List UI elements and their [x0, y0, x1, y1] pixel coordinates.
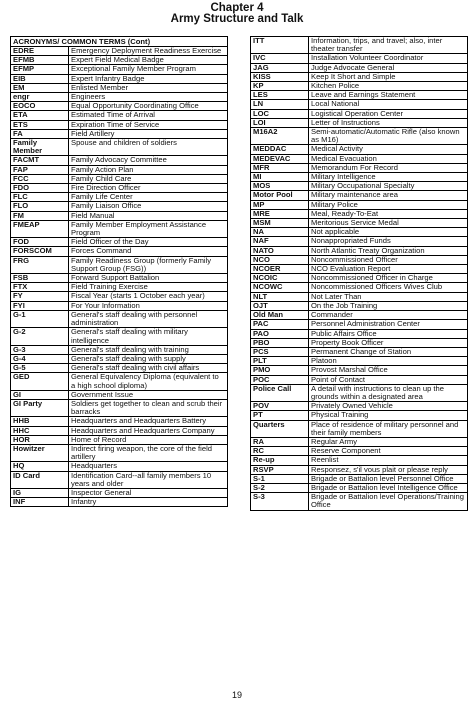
definition-cell: Physical Training: [311, 410, 369, 420]
definition-cell: Field Manual: [71, 210, 115, 220]
definition-cell: Brigade or Battalion level Operations/Training Office: [311, 492, 464, 510]
table-row: [11, 257, 227, 274]
table-row: [251, 421, 467, 438]
term-cell: PBO: [251, 339, 309, 347]
table-row: [11, 84, 227, 93]
term-cell: EOCO: [11, 102, 69, 110]
term-cell: INF: [11, 498, 69, 506]
definition-cell: Family Life Center: [71, 192, 133, 202]
definition-cell: Field Training Exercise: [71, 282, 148, 292]
term-cell: NCOIC: [251, 274, 309, 282]
term-cell: Quarters: [251, 421, 309, 437]
term-cell: FDO: [11, 184, 69, 192]
definition-cell: Information, trips, and travel; also, inter theater transfer: [311, 36, 443, 54]
definition-cell: A detail with instructions to clean up the grounds within a designated area: [311, 383, 444, 401]
term-cell: S-2: [251, 484, 309, 492]
definition-cell: Privately Owned Vehicle: [311, 401, 393, 411]
definition-cell: Logistical Operation Center: [311, 108, 404, 118]
left-rows: [11, 47, 227, 506]
term-cell: G-1: [11, 311, 69, 327]
definition-cell: Infantry: [71, 497, 97, 507]
definition-cell: Family Readiness Group (formerly Family Support Group (FSG)): [71, 255, 212, 273]
term-cell: MSM: [251, 219, 309, 227]
term-cell: Motor Pool: [251, 191, 309, 199]
term-cell: S-3: [251, 493, 309, 509]
term-cell: NLT: [251, 293, 309, 301]
table-row: [11, 121, 227, 130]
definition-cell: General Equivalency Diploma (equivalent to a high school diploma): [71, 372, 219, 390]
definition-cell: Public Affairs Office: [311, 328, 377, 338]
acronyms-table-left: [10, 36, 228, 507]
term-cell: RA: [251, 438, 309, 446]
term-cell: GI: [11, 391, 69, 399]
definition-cell: Emergency Deployment Readiness Exercise: [71, 46, 222, 55]
term-cell: MEDEVAC: [251, 155, 309, 163]
term-cell: EFMP: [11, 65, 69, 73]
definition-cell: Reenlist: [311, 455, 339, 465]
definition-cell: Installation Volunteer Coordinator: [311, 53, 424, 63]
term-cell: Police Call: [251, 385, 309, 401]
definition-cell: Letter of Instructions: [311, 117, 380, 127]
term-cell: POV: [251, 402, 309, 410]
definition-cell: Field Artillery: [71, 128, 115, 138]
term-cell: Re-up: [251, 456, 309, 464]
term-cell: KP: [251, 82, 309, 90]
definition-cell: Family Liaison Office: [71, 201, 142, 211]
definition-cell: Point of Contact: [311, 374, 366, 384]
definition-cell: Equal Opportunity Coordinating Office: [71, 101, 199, 111]
term-cell: RC: [251, 447, 309, 455]
term-cell: FORSCOM: [11, 247, 69, 255]
term-cell: G-4: [11, 355, 69, 363]
definition-cell: For Your Information: [71, 300, 140, 310]
term-cell: MEDDAC: [251, 145, 309, 153]
term-cell: FLC: [11, 193, 69, 201]
term-cell: PAC: [251, 320, 309, 328]
definition-cell: Fiscal Year (starts 1 October each year): [71, 291, 205, 301]
table-row: [11, 489, 227, 498]
term-cell: MFR: [251, 164, 309, 172]
table-row: [11, 139, 227, 156]
definition-cell: General's staff dealing with military intelligence: [71, 327, 188, 345]
term-cell: EDRE: [11, 47, 69, 55]
definition-cell: Military maintenance area: [311, 190, 398, 200]
term-cell: HHC: [11, 427, 69, 435]
definition-cell: Military Police: [311, 199, 358, 209]
term-cell: NCO: [251, 256, 309, 264]
term-cell: FSB: [11, 274, 69, 282]
definition-cell: Meal, Ready-To-Eat: [311, 208, 379, 218]
right-rows: [251, 37, 467, 510]
term-cell: Family Member: [11, 139, 69, 155]
term-cell: MRE: [251, 210, 309, 218]
term-cell: EIB: [11, 75, 69, 83]
term-cell: FRG: [11, 257, 69, 273]
term-cell: Howitzer: [11, 445, 69, 461]
table-row: [251, 91, 467, 100]
definition-cell: North Atlantic Treaty Organization: [311, 245, 425, 255]
table-row: [251, 493, 467, 509]
term-cell: FACMT: [11, 156, 69, 164]
definition-cell: General's staff dealing with training: [71, 344, 189, 354]
definition-cell: Responsez, s'il vous plait or please reply: [311, 464, 448, 474]
definition-cell: Forward Support Battalion: [71, 273, 160, 283]
term-cell: ID Card: [11, 472, 69, 488]
term-cell: RSVP: [251, 466, 309, 474]
definition-cell: Local National: [311, 99, 360, 109]
definition-cell: General's staff dealing with personnel administration: [71, 309, 198, 328]
definition-cell: Engineers: [71, 92, 106, 102]
definition-cell: Inspector General: [71, 487, 132, 497]
term-cell: FY: [11, 292, 69, 300]
definition-cell: Military Intelligence: [311, 172, 376, 182]
term-cell: PLT: [251, 357, 309, 365]
table-row: [251, 128, 467, 145]
table-row: [251, 348, 467, 357]
definition-cell: Brigade or Battalion level Intelligence Office: [311, 482, 458, 492]
definition-cell: Medical Activity: [311, 144, 363, 154]
term-cell: POC: [251, 376, 309, 384]
term-cell: FTX: [11, 283, 69, 291]
definition-cell: General's staff dealing with supply: [71, 353, 186, 363]
table-row: [251, 73, 467, 82]
term-cell: FMEAP: [11, 221, 69, 237]
definition-cell: Headquarters and Headquarters Battery: [71, 416, 207, 426]
term-cell: GED: [11, 373, 69, 389]
definition-cell: Military Occupational Specialty: [311, 181, 415, 191]
term-cell: PT: [251, 411, 309, 419]
definition-cell: Judge Advocate General: [311, 62, 395, 72]
term-cell: FM: [11, 212, 69, 220]
definition-cell: Headquarters: [71, 461, 118, 471]
definition-cell: NCO Evaluation Report: [311, 264, 391, 274]
table-row: [251, 219, 467, 228]
term-cell: MP: [251, 201, 309, 209]
term-cell: S-1: [251, 475, 309, 483]
term-cell: NCOWC: [251, 283, 309, 291]
definition-cell: Estimated Time of Arrival: [71, 110, 155, 120]
term-cell: HHB: [11, 417, 69, 425]
definition-cell: Soldiers get together to clean and scrub their barracks: [71, 398, 223, 417]
table-row: [11, 311, 227, 328]
chapter-heading: Chapter 4: [210, 2, 264, 14]
table-row: [251, 302, 467, 311]
definition-cell: Regular Army: [311, 436, 357, 446]
term-cell: PMO: [251, 366, 309, 374]
term-cell: engr: [11, 93, 69, 101]
definition-cell: Forces Command: [71, 246, 132, 256]
definition-cell: Commander: [311, 310, 353, 320]
definition-cell: Family Member Employment Assistance Program: [71, 219, 207, 238]
term-cell: FAP: [11, 166, 69, 174]
page-number: 19: [231, 690, 242, 700]
term-cell: M16A2: [251, 128, 309, 144]
definition-cell: Medical Evacuation: [311, 153, 377, 163]
term-cell: NAF: [251, 237, 309, 245]
definition-cell: Not applicable: [311, 227, 360, 237]
table-row: [251, 191, 467, 200]
definition-cell: Personnel Administration Center: [311, 319, 420, 329]
term-cell: PCS: [251, 348, 309, 356]
table-row: [11, 400, 227, 417]
term-cell: ETA: [11, 111, 69, 119]
definition-cell: Permanent Change of Station: [311, 346, 412, 356]
table-header: ACRONYMS/ COMMON TERMS (Cont): [11, 37, 227, 47]
table-row: [11, 221, 227, 238]
term-cell: HQ: [11, 462, 69, 470]
term-cell: G-2: [11, 328, 69, 344]
term-cell: ITT: [251, 37, 309, 53]
definition-cell: Family Action Plan: [71, 164, 134, 174]
definition-cell: Meritorious Service Medal: [311, 218, 399, 228]
definition-cell: Provost Marshal Office: [311, 365, 388, 375]
definition-cell: Place of residence of military personnel and their family members: [311, 419, 459, 437]
term-cell: G-3: [11, 346, 69, 354]
term-cell: NA: [251, 228, 309, 236]
term-cell: EFMB: [11, 56, 69, 64]
definition-cell: Family Child Care: [71, 173, 132, 183]
term-cell: FOD: [11, 238, 69, 246]
definition-cell: Headquarters and Headquarters Company: [71, 425, 215, 435]
definition-cell: Spouse and children of soldiers: [71, 138, 177, 148]
term-cell: MOS: [251, 182, 309, 190]
definition-cell: General's staff dealing with civil affairs: [71, 363, 200, 373]
table-row: [11, 445, 227, 462]
term-cell: OJT: [251, 302, 309, 310]
table-row: [251, 447, 467, 456]
term-cell: IVC: [251, 54, 309, 62]
definition-cell: Property Book Officer: [311, 337, 384, 347]
table-row: [251, 37, 467, 54]
definition-cell: Nonappropriated Funds: [311, 236, 391, 246]
definition-cell: Not Later Than: [311, 291, 362, 301]
definition-cell: Fire Direction Officer: [71, 183, 141, 193]
definition-cell: Field Officer of the Day: [71, 237, 149, 247]
definition-cell: Noncommissioned Officer in Charge: [311, 273, 433, 283]
term-cell: LN: [251, 100, 309, 108]
table-row: [251, 385, 467, 402]
definition-cell: Leave and Earnings Statement: [311, 90, 416, 100]
term-cell: IG: [11, 489, 69, 497]
definition-cell: Indirect firing weapon, the core of the field artillery: [71, 443, 212, 462]
definition-cell: Expert Infantry Badge: [71, 73, 145, 83]
term-cell: NATO: [251, 247, 309, 255]
table-row: [11, 202, 227, 211]
definition-cell: Expert Field Medical Badge: [71, 55, 164, 65]
definition-cell: Keep It Short and Simple: [311, 71, 396, 81]
definition-cell: Expiration Time of Service: [71, 119, 160, 129]
term-cell: FA: [11, 130, 69, 138]
definition-cell: Family Advocacy Committee: [71, 155, 167, 165]
term-cell: NCOER: [251, 265, 309, 273]
term-cell: FYI: [11, 302, 69, 310]
term-cell: ETS: [11, 121, 69, 129]
term-cell: JAG: [251, 64, 309, 72]
term-cell: FLO: [11, 202, 69, 210]
term-cell: LOC: [251, 110, 309, 118]
definition-cell: Government Issue: [71, 389, 134, 399]
definition-cell: Enlisted Member: [71, 82, 128, 92]
term-cell: PAO: [251, 330, 309, 338]
definition-cell: Platoon: [311, 356, 337, 366]
definition-cell: Noncommissioned Officer: [311, 254, 398, 264]
table-row: [11, 328, 227, 345]
term-cell: GI Party: [11, 400, 69, 416]
definition-cell: Identification Card--all family members 10 years and older: [71, 470, 212, 488]
term-cell: Old Man: [251, 311, 309, 319]
definition-cell: Exceptional Family Member Program: [71, 64, 196, 74]
term-cell: LOI: [251, 119, 309, 127]
page-title: Army Structure and Talk: [170, 13, 304, 25]
definition-cell: Semi-automatic/Automatic Rifle (also known as M16): [311, 127, 460, 145]
term-cell: EM: [11, 84, 69, 92]
acronyms-table-right: [250, 36, 468, 511]
table-row: [11, 472, 227, 489]
definition-cell: Noncommissioned Officers Wives Club: [311, 282, 443, 292]
term-cell: HOR: [11, 436, 69, 444]
term-cell: LES: [251, 91, 309, 99]
term-cell: KISS: [251, 73, 309, 81]
table-row: [11, 373, 227, 390]
definition-cell: Home of Record: [71, 434, 127, 444]
definition-cell: Brigade or Battalion level Personnel Office: [311, 473, 454, 483]
definition-cell: On the Job Training: [311, 300, 378, 310]
definition-cell: Kitchen Police: [311, 81, 360, 91]
term-cell: G-5: [11, 364, 69, 372]
term-cell: MI: [251, 173, 309, 181]
definition-cell: Memorandum For Record: [311, 162, 398, 172]
table-row: [11, 498, 227, 506]
definition-cell: Reserve Component: [311, 446, 381, 456]
term-cell: FCC: [11, 175, 69, 183]
